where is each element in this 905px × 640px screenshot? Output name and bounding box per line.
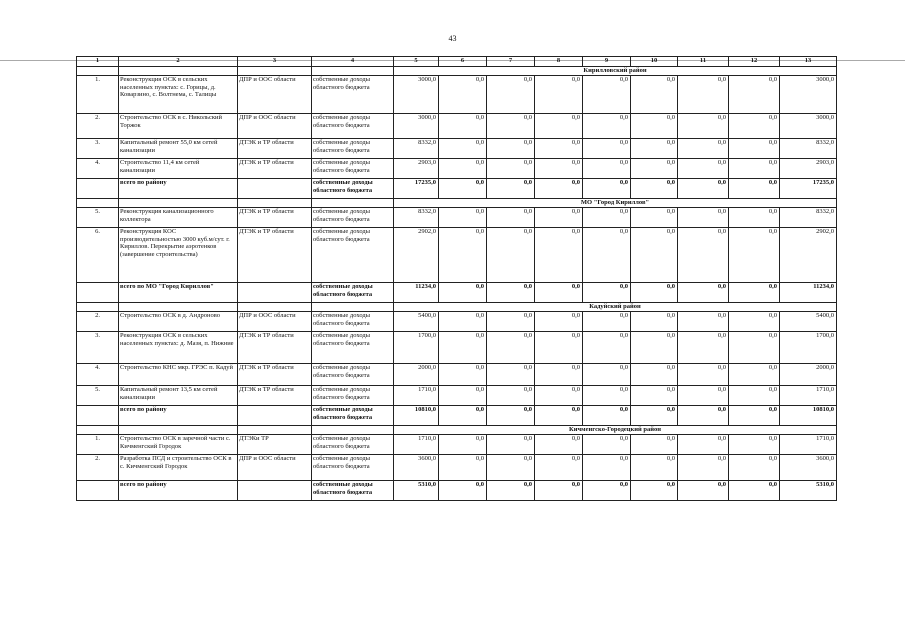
value-cell: 1700,0 [780,332,837,364]
table-body [77,67,837,501]
value-cell: 0,0 [535,481,583,501]
value-cell: 0,0 [583,332,631,364]
value-cell: 0,0 [729,455,780,481]
value-cell: 8332,0 [780,139,837,159]
value-cell: 0,0 [678,435,729,455]
value-cell: 0,0 [535,208,583,228]
table-row [77,455,837,481]
column-header: 8 [535,57,583,67]
value-cell: 0,0 [631,114,678,139]
row-name: Разработка ПСД и строительство ОСК в с. Кичменгский Городок [119,455,238,481]
value-cell: 0,0 [487,406,535,426]
value-cell: 0,0 [631,179,678,199]
value-cell: 0,0 [439,332,487,364]
value-cell: 0,0 [678,386,729,406]
value-cell: 0,0 [535,455,583,481]
value-cell: 0,0 [439,406,487,426]
value-cell: 0,0 [583,283,631,303]
row-funding-source: собственные доходы областного бюджета [312,481,394,501]
value-cell: 8332,0 [394,139,439,159]
row-name: Строительство ОСК в д. Андроново [119,312,238,332]
value-cell: 0,0 [678,364,729,386]
value-cell: 0,0 [487,228,535,283]
table-row [77,364,837,386]
row-organization: ДПР и ООС области [238,312,312,332]
table-row [77,139,837,159]
value-cell: 0,0 [535,159,583,179]
value-cell: 0,0 [678,406,729,426]
row-name: Капитальный ремонт 13,5 км сетей канализации [119,386,238,406]
value-cell: 10810,0 [780,406,837,426]
row-funding-source: собственные доходы областного бюджета [312,114,394,139]
value-cell: 5400,0 [394,312,439,332]
value-cell: 0,0 [631,76,678,114]
row-name: всего по району [119,406,238,426]
table-row [77,114,837,139]
value-cell: 0,0 [729,159,780,179]
row-funding-source: собственные доходы областного бюджета [312,386,394,406]
row-organization: ДПР и ООС области [238,114,312,139]
row-organization: ДТЭК и ТР области [238,332,312,364]
value-cell: 3000,0 [394,76,439,114]
column-header: 11 [678,57,729,67]
value-cell: 0,0 [583,159,631,179]
budget-table [76,56,837,501]
section-title: МО "Город Кириллов" [394,199,837,208]
value-cell: 0,0 [439,312,487,332]
value-cell: 0,0 [631,208,678,228]
value-cell: 2902,0 [780,228,837,283]
section-title: Кирилловский район [394,67,837,76]
value-cell: 0,0 [729,208,780,228]
total-row [77,406,837,426]
row-funding-source: собственные доходы областного бюджета [312,179,394,199]
value-cell: 0,0 [439,139,487,159]
table-row [77,228,837,283]
row-name: Строительство 11,4 км сетей канализации [119,159,238,179]
value-cell: 0,0 [487,481,535,501]
row-funding-source: собственные доходы областного бюджета [312,139,394,159]
row-funding-source: собственные доходы областного бюджета [312,406,394,426]
row-funding-source: собственные доходы областного бюджета [312,364,394,386]
row-funding-source: собственные доходы областного бюджета [312,312,394,332]
column-header: 9 [583,57,631,67]
value-cell: 0,0 [487,159,535,179]
value-cell: 2903,0 [780,159,837,179]
row-number [77,283,119,303]
value-cell: 0,0 [535,283,583,303]
value-cell: 1710,0 [780,386,837,406]
value-cell: 0,0 [678,312,729,332]
row-number: 1. [77,435,119,455]
value-cell: 0,0 [631,228,678,283]
value-cell: 0,0 [535,435,583,455]
row-name: всего по МО "Город Кириллов" [119,283,238,303]
value-cell: 0,0 [678,159,729,179]
column-header: 5 [394,57,439,67]
row-name: Реконструкция КОС производительностью 3000 куб.м/сут. г. Кириллов. Перекрытие аэротенков (завершение строительства) [119,228,238,283]
value-cell: 0,0 [439,76,487,114]
row-organization: ДПР и ООС области [238,455,312,481]
value-cell: 0,0 [583,139,631,159]
section-header-row [77,426,837,435]
row-funding-source: собственные доходы областного бюджета [312,332,394,364]
value-cell: 0,0 [583,455,631,481]
row-organization [238,179,312,199]
value-cell: 1710,0 [780,435,837,455]
value-cell: 0,0 [535,364,583,386]
value-cell: 8332,0 [780,208,837,228]
column-header: 7 [487,57,535,67]
row-funding-source: собственные доходы областного бюджета [312,283,394,303]
row-number [77,179,119,199]
value-cell: 0,0 [487,179,535,199]
total-row [77,481,837,501]
value-cell: 0,0 [439,228,487,283]
value-cell: 0,0 [678,481,729,501]
row-name: Реконструкция канализационного коллектора [119,208,238,228]
row-number: 4. [77,364,119,386]
value-cell: 11234,0 [780,283,837,303]
value-cell: 3000,0 [394,114,439,139]
value-cell: 0,0 [583,481,631,501]
table-header-row [77,57,837,67]
section-header-row [77,67,837,76]
value-cell: 11234,0 [394,283,439,303]
row-name: Строительство КНС мкр. ГРЭС п. Кадуй [119,364,238,386]
section-header-row [77,199,837,208]
value-cell: 0,0 [535,76,583,114]
value-cell: 0,0 [631,406,678,426]
value-cell: 0,0 [487,332,535,364]
value-cell: 0,0 [583,76,631,114]
row-organization [238,406,312,426]
value-cell: 0,0 [729,364,780,386]
value-cell: 0,0 [487,208,535,228]
row-organization: ДТЭКи ТР [238,435,312,455]
value-cell: 0,0 [535,332,583,364]
value-cell: 0,0 [583,312,631,332]
row-number: 6. [77,228,119,283]
row-organization: ДТЭК и ТР области [238,139,312,159]
value-cell: 0,0 [487,114,535,139]
value-cell: 0,0 [631,386,678,406]
value-cell: 0,0 [487,435,535,455]
row-number [77,481,119,501]
value-cell: 0,0 [678,228,729,283]
value-cell: 1700,0 [394,332,439,364]
row-name: всего по району [119,481,238,501]
value-cell: 5310,0 [394,481,439,501]
row-organization: ДТЭК и ТР области [238,386,312,406]
value-cell: 0,0 [583,435,631,455]
value-cell: 0,0 [583,114,631,139]
row-number: 3. [77,139,119,159]
value-cell: 3600,0 [780,455,837,481]
value-cell: 0,0 [631,435,678,455]
row-organization: ДТЭК и ТР области [238,159,312,179]
row-organization [238,283,312,303]
column-header: 10 [631,57,678,67]
row-organization: ДТЭК и ТР области [238,364,312,386]
value-cell: 0,0 [678,455,729,481]
row-funding-source: собственные доходы областного бюджета [312,228,394,283]
table-row [77,435,837,455]
row-number: 5. [77,208,119,228]
table-row [77,312,837,332]
value-cell: 8332,0 [394,208,439,228]
column-header: 1 [77,57,119,67]
value-cell: 1710,0 [394,435,439,455]
value-cell: 0,0 [631,139,678,159]
value-cell: 0,0 [439,208,487,228]
value-cell: 0,0 [678,139,729,159]
column-header: 2 [119,57,238,67]
row-number: 1. [77,76,119,114]
value-cell: 0,0 [631,283,678,303]
value-cell: 0,0 [678,76,729,114]
row-name: Капитальный ремонт 55,0 км сетей канализации [119,139,238,159]
value-cell: 0,0 [535,386,583,406]
value-cell: 0,0 [729,283,780,303]
value-cell: 2902,0 [394,228,439,283]
row-number: 2. [77,114,119,139]
value-cell: 0,0 [631,332,678,364]
total-row [77,179,837,199]
value-cell: 5310,0 [780,481,837,501]
row-organization [238,481,312,501]
value-cell: 2903,0 [394,159,439,179]
value-cell: 0,0 [631,455,678,481]
value-cell: 0,0 [583,364,631,386]
value-cell: 0,0 [439,114,487,139]
value-cell: 0,0 [439,455,487,481]
table-row [77,386,837,406]
value-cell: 0,0 [583,406,631,426]
value-cell: 2000,0 [780,364,837,386]
value-cell: 0,0 [535,228,583,283]
row-name: Реконструкция ОСК в сельских населенных пунктах: с. Горицы, д. Коварзино, с. Волтнема, с. Талицы [119,76,238,114]
value-cell: 10810,0 [394,406,439,426]
value-cell: 0,0 [439,283,487,303]
value-cell: 0,0 [583,208,631,228]
value-cell: 0,0 [678,283,729,303]
value-cell: 0,0 [729,406,780,426]
value-cell: 2000,0 [394,364,439,386]
row-name: Реконструкция ОСК в сельских населенных пунктах: д. Мазя, п. Нижние [119,332,238,364]
table-row [77,159,837,179]
value-cell: 0,0 [439,179,487,199]
value-cell: 0,0 [729,114,780,139]
section-title: Кадуйский район [394,303,837,312]
value-cell: 0,0 [631,312,678,332]
value-cell: 0,0 [678,332,729,364]
value-cell: 0,0 [729,332,780,364]
value-cell: 0,0 [583,179,631,199]
value-cell: 17235,0 [394,179,439,199]
value-cell: 0,0 [631,364,678,386]
table-row [77,332,837,364]
value-cell: 0,0 [439,159,487,179]
value-cell: 0,0 [439,386,487,406]
row-organization: ДТЭК и ТР области [238,208,312,228]
value-cell: 3000,0 [780,76,837,114]
value-cell: 1710,0 [394,386,439,406]
row-number: 4. [77,159,119,179]
row-number [77,406,119,426]
row-organization: ДПР и ООС области [238,76,312,114]
value-cell: 0,0 [535,114,583,139]
row-number: 3. [77,332,119,364]
row-number: 2. [77,455,119,481]
row-name: Строительство ОСК в заречной части с. Кичменгский Городок [119,435,238,455]
value-cell: 0,0 [678,114,729,139]
column-header: 4 [312,57,394,67]
value-cell: 3000,0 [780,114,837,139]
column-header: 3 [238,57,312,67]
column-header: 13 [780,57,837,67]
value-cell: 0,0 [487,364,535,386]
value-cell: 0,0 [678,208,729,228]
column-header: 12 [729,57,780,67]
row-name: Строительство ОСК в с. Никольский Торжок [119,114,238,139]
value-cell: 0,0 [487,139,535,159]
row-funding-source: собственные доходы областного бюджета [312,435,394,455]
column-header: 6 [439,57,487,67]
value-cell: 0,0 [487,312,535,332]
value-cell: 0,0 [487,283,535,303]
value-cell: 17235,0 [780,179,837,199]
value-cell: 0,0 [535,139,583,159]
value-cell: 0,0 [487,455,535,481]
value-cell: 0,0 [729,76,780,114]
value-cell: 0,0 [729,435,780,455]
row-funding-source: собственные доходы областного бюджета [312,455,394,481]
value-cell: 0,0 [439,435,487,455]
page-number: 43 [448,34,457,43]
total-row [77,283,837,303]
value-cell: 0,0 [535,179,583,199]
row-funding-source: собственные доходы областного бюджета [312,76,394,114]
row-name: всего по району [119,179,238,199]
value-cell: 0,0 [487,76,535,114]
table-row [77,208,837,228]
value-cell: 5400,0 [780,312,837,332]
value-cell: 0,0 [535,406,583,426]
value-cell: 0,0 [729,228,780,283]
row-funding-source: собственные доходы областного бюджета [312,159,394,179]
section-title: Кичменгско-Городецкий район [394,426,837,435]
row-number: 5. [77,386,119,406]
value-cell: 0,0 [631,159,678,179]
section-header-row [77,303,837,312]
value-cell: 0,0 [535,312,583,332]
value-cell: 0,0 [631,481,678,501]
value-cell: 0,0 [729,179,780,199]
value-cell: 3600,0 [394,455,439,481]
value-cell: 0,0 [439,364,487,386]
value-cell: 0,0 [729,386,780,406]
value-cell: 0,0 [487,386,535,406]
value-cell: 0,0 [729,139,780,159]
table-row [77,76,837,114]
value-cell: 0,0 [439,481,487,501]
row-funding-source: собственные доходы областного бюджета [312,208,394,228]
value-cell: 0,0 [583,386,631,406]
row-organization: ДТЭК и ТР области [238,228,312,283]
value-cell: 0,0 [729,481,780,501]
value-cell: 0,0 [583,228,631,283]
value-cell: 0,0 [729,312,780,332]
row-number: 2. [77,312,119,332]
value-cell: 0,0 [678,179,729,199]
